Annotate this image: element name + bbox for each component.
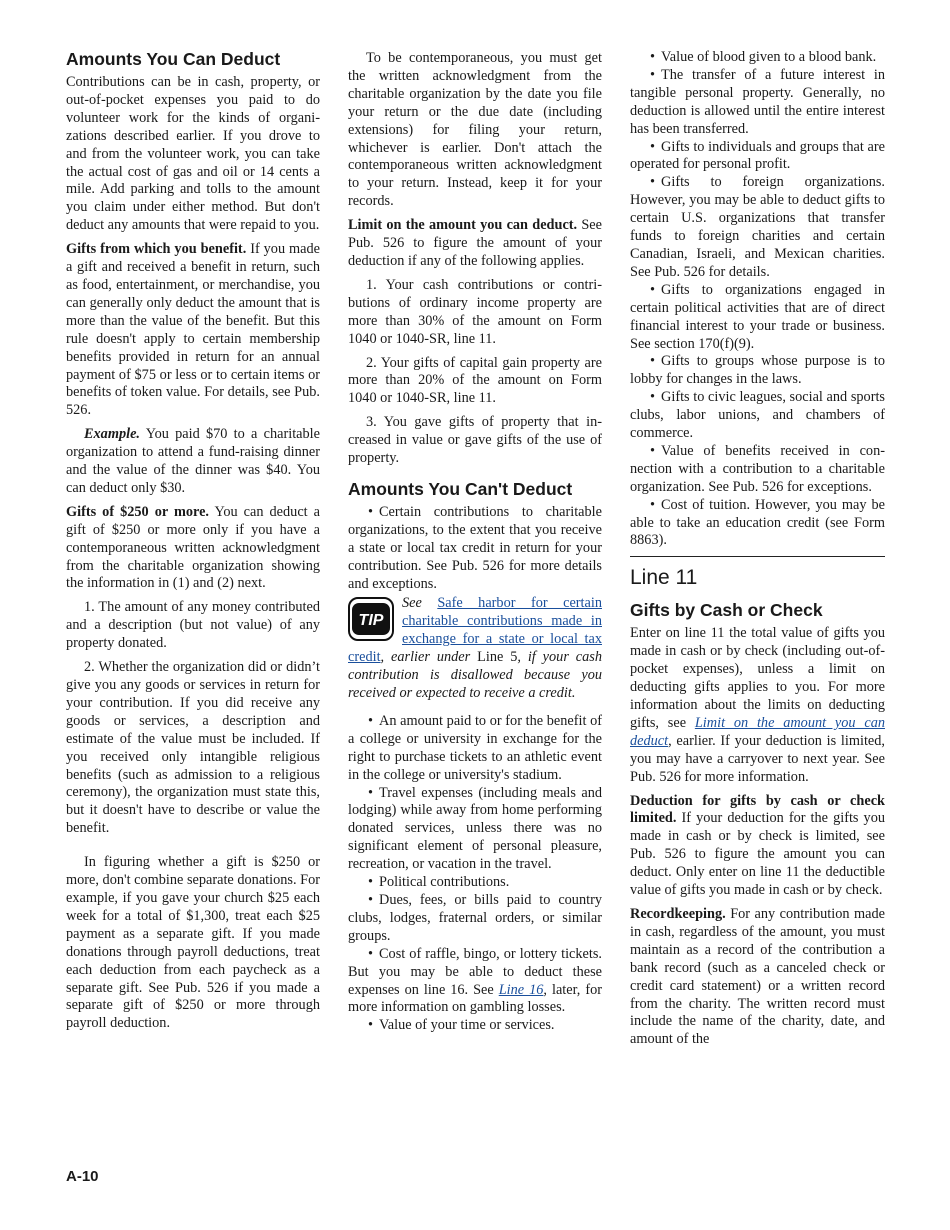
section-divider — [630, 556, 885, 557]
paragraph — [630, 625, 885, 786]
list-item: 2. Whether the organization did or didn’t give you any goods or services in return for your contribution. If you did receive any goods or services, a description and estimate of the value must be included. If you received only intangible religious benefits (such as admission to a religious ceremony), the organization must state this, but it doesn't have to describe or value the benefit. — [66, 659, 320, 837]
bullet-text: Cost of raffle, bingo, or lottery tickets. But you may be able to deduct these expenses on line 16. See — [348, 945, 602, 998]
paragraph-text: You paid $70 to a charitable organization to attend a fund-raising dinner and the value of the dinner was $40. You can deduct only $30. — [66, 426, 320, 496]
list-item: 2. Your gifts of capital gain property are more than 20% of the amount on Form 1040 or 1040-SR, line 11. — [348, 354, 602, 407]
column-1 — [66, 48, 320, 1039]
run-in-heading: Gifts from which you benefit. — [66, 241, 247, 258]
paragraph — [630, 906, 885, 1049]
bullet-item: • Political contributions. — [348, 874, 602, 892]
paragraph-text: Enter on line 11 the total value of gifts you made in cash or by check (including out-of-pocket expenses), unless a limit on deducting gifts applies to you. For more information about the limits on deducting gifts, see — [630, 625, 885, 731]
paragraph-text: If you made a gift and received a benefit in return, such as food, entertainment, or merchandise, you can generally only deduct the amount that is more than the value of the benefit. But this rule doesn't apply to certain membership benefits provided in return for an annual payment of $75 or less or to certain items or benefits of token value. For details, see Pub. 526. — [66, 241, 320, 419]
bullet-item: • Dues, fees, or bills paid to country clubs, lodges, fraternal orders, or similar groups. — [348, 892, 602, 946]
tip-text: , earlier under — [380, 649, 471, 666]
run-in-heading: Limit on the amount you can deduct. — [348, 217, 578, 234]
line-5-ref: Line 5 — [477, 649, 518, 666]
section-heading-gifts-cash-check: Gifts by Cash or Check — [630, 600, 823, 621]
example-paragraph — [66, 426, 320, 498]
run-in-heading: Gifts of $250 or more. — [66, 503, 210, 520]
tip-text: , if your cash contribution is disallowed because you received or expected to receive a credit. — [348, 649, 602, 701]
bullet-item: • The transfer of a future interest in tangible personal property. Generally, no deduction is allowed until the entire interest has been transferred. — [630, 67, 885, 139]
bullet-item: • Gifts to organizations engaged in certain political activities that are of direct financial interest to your trade or business. See section 170(f)(9). — [630, 282, 885, 354]
tip-icon-label: TIP — [358, 612, 384, 630]
paragraph-text: See Pub. 526 to figure the amount of your deduction if any of the following applies. — [348, 217, 602, 269]
bullet-item: • Certain contributions to charitable organizations, to the extent that you receive a state or local tax credit in return for your contribution. See Pub. 526 for more details and exceptions. — [348, 504, 602, 594]
paragraph-text: Contributions can be in cash, property, or out-of-pocket expenses you paid to do volunteer work for the kinds of organizations described earlier. If you drove to and from the volunteer work, you can take the actual cost of gas and oil or 14 cents a mile. Add parking and tolls to the amount you claim under either method. But don't deduct any amounts that were repaid to you. — [66, 74, 320, 234]
line-11-heading: Line 11 — [630, 566, 698, 590]
paragraph: To be contemporaneous, you must get the written acknowledgment from the charitable organization by the date you file your return or the due date (including extensions) for filing your return, whichever is earlier. Don't attach the contemporaneous written acknowledgment to your return. Instead, keep it for your records. — [348, 50, 602, 210]
bullet-item — [348, 946, 602, 1018]
bullet-text: , later, for more information on gambling losses. — [348, 981, 603, 1016]
bullet-item: • An amount paid to or for the benefit of a college or university in exchange for the right to purchase tickets to an athletic event in the college or university's stadium. — [348, 713, 602, 785]
bullet-item: • Gifts to civic leagues, social and sports clubs, labor unions, and chambers of commerce. — [630, 389, 885, 443]
paragraph-text: , earlier. If your deduction is limited, you may have a carryover to next year. See Pub. 526 for more information. — [630, 732, 885, 785]
line-16-link[interactable]: Line 16 — [498, 981, 544, 998]
bullet-item: • Gifts to individuals and groups that are operated for personal profit. — [630, 139, 885, 175]
paragraph-text: You can deduct a gift of $250 or more only if you have a contemporaneous written acknowledgment from the charitable organization showing the information in (1) and (2) next. — [66, 503, 320, 592]
section-heading-amounts-cant-deduct: Amounts You Can't Deduct — [348, 478, 573, 499]
bullet-item: • Gifts to groups whose purpose is to lobby for changes in the laws. — [630, 353, 885, 389]
paragraph — [66, 241, 320, 420]
bullet-item: • Gifts to foreign organizations. However, you may be able to deduct gifts to certain U.S. organizations that transfer funds to foreign charities and certain Canadian, Israeli, and Mexican charities. See Pub. 526 for details. — [630, 174, 885, 281]
run-in-heading: Recordkeeping. — [630, 905, 726, 922]
paragraph — [66, 74, 320, 235]
column-3 — [630, 49, 885, 1055]
column-2 — [348, 50, 602, 1035]
safe-harbor-link[interactable]: Safe harbor for certain charitable contributions made in exchange for a state or local tax credit — [348, 595, 602, 666]
limit-amount-link[interactable]: Limit on the amount you can deduct — [630, 714, 885, 749]
example-label: Example. — [84, 426, 140, 443]
bullet-item: • Value of your time or services. — [348, 1017, 602, 1035]
paragraph-text: If your deduction for the gifts you made in cash or by check is limited, see Pub. 526 to figure the amount you can deduct. Only enter on line 11 the deductible value of gifts you made in cash or by check. — [630, 810, 885, 899]
tip-box — [348, 595, 602, 702]
paragraph-text: For any contribution made in cash, regardless of the amount, you must maintain as a record of the contribution a bank record (such as a canceled check or credit card statement) or a written record from the charity. The written record must include the name of the charity, date, and amount of the — [630, 905, 885, 1048]
bullet-item: • Value of blood given to a blood bank. — [630, 49, 885, 67]
list-item: 1. The amount of any money contributed and a description (but not value) of any property donated. — [66, 599, 320, 652]
bullet-item: • Cost of tuition. However, you may be able to take an education credit (see Form 8863). — [630, 497, 885, 551]
bullet-item: • Value of benefits received in connection with a contribution to a charitable organization. See Pub. 526 for exceptions. — [630, 443, 885, 497]
bullet-item: • Travel expenses (including meals and lodging) while away from home performing donated services, unless there was no significant element of personal pleasure, recreation, or vacation in the travel. — [348, 785, 602, 875]
section-heading-amounts-can-deduct: Amounts You Can Deduct — [66, 49, 281, 69]
list-item: 3. You gave gifts of property that increased in value or gave gifts of the use of property. — [348, 414, 602, 467]
page-number: A-10 — [66, 1168, 99, 1185]
tip-see: See — [402, 595, 422, 612]
paragraph — [348, 217, 602, 271]
list-item: 1. Your cash contributions or contributions of ordinary income property are more than 30% of the amount on Form 1040 or 1040-SR, line 11. — [348, 276, 602, 347]
paragraph: In figuring whether a gift is $250 or more, don't combine separate donations. For example, if you gave your church $25 each week for a total of $1,300, treat each $25 payment as a separate gift. If you made donations through payroll deductions, treat each deduction from each paycheck as a separate gift. See Pub. 526 if you made a separate gift of $250 or more through payroll deduction. — [66, 854, 320, 1032]
paragraph — [66, 504, 320, 594]
run-in-heading: Deduction for gifts by cash or check limited. — [630, 792, 885, 827]
tip-icon — [348, 597, 394, 641]
paragraph — [630, 793, 885, 900]
